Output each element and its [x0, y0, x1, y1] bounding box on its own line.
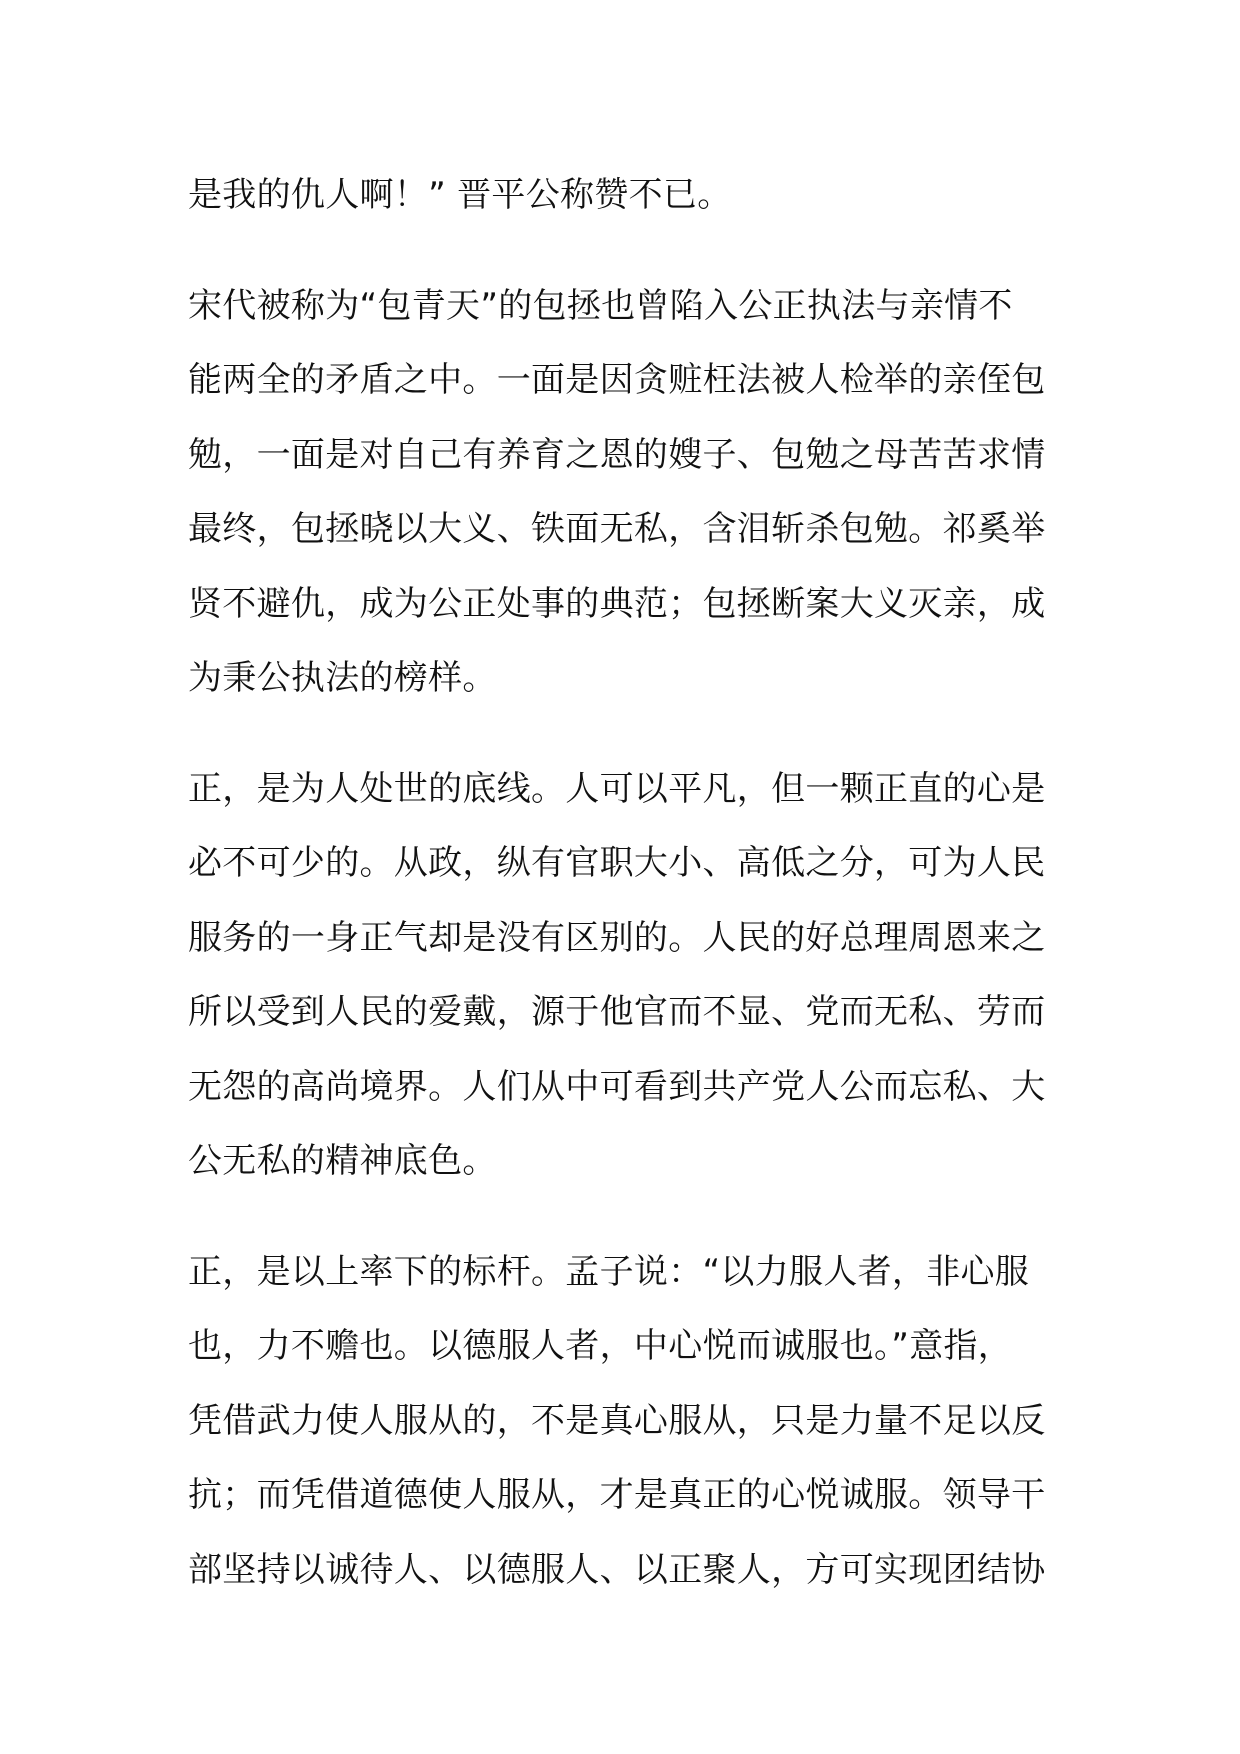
paragraph-spacer: [188, 716, 1058, 752]
text-line: 最终，包拯晓以大义、铁面无私，含泪斩杀包勉。祁奚举: [188, 509, 1046, 549]
text-line: 宋代被称为“包青天”的包拯也曾陷入公正执法与亲情不: [188, 285, 1013, 326]
text-line: 贤不避仇，成为公正处事的典范；包拯断案大义灭亲，成: [188, 583, 1046, 624]
text-line: 部坚持以诚待人、以德服人、以正聚人，方可实现团结协: [188, 1549, 1046, 1590]
text-line: 所以受到人民的爱戴，源于他官而不显、党而无私、劳而: [188, 992, 1046, 1032]
body-text: [188, 158, 1058, 1607]
text-line: 必不可少的。从政，纵有官职大小、高低之分，可为人民: [188, 843, 1046, 883]
text-line: 抗；而凭借道德使人服从，才是真正的心悦诚服。领导干: [188, 1475, 1046, 1515]
paragraph-spacer: [188, 1199, 1058, 1235]
text-line: 能两全的矛盾之中。一面是因贪赃枉法被人检举的亲侄包: [188, 360, 1046, 400]
text-line: 公无私的精神底色。: [188, 1141, 497, 1181]
text-line: 无怨的高尚境界。人们从中可看到共产党人公而忘私、大: [188, 1066, 1046, 1107]
text-line: 勉，一面是对自己有养育之恩的嫂子、包勉之母苦苦求情: [188, 434, 1046, 475]
paragraph-spacer: [188, 233, 1058, 269]
text-line: 为秉公执法的榜样。: [188, 658, 497, 698]
text-line: 也，力不赡也。以德服人者，中心悦而诚服也。”意指，: [188, 1326, 1013, 1366]
text-line: 正，是为人处世的底线。人可以平凡，但一颗正直的心是: [188, 768, 1046, 809]
paragraph: [188, 1235, 1058, 1608]
text-line: 服务的一身正气却是没有区别的。人民的好总理周恩来之: [188, 917, 1046, 958]
paragraph: [188, 269, 1058, 716]
paragraph: [188, 752, 1058, 1199]
text-line: 是我的仇人啊！” 晋平公称赞不已。: [188, 175, 732, 215]
text-line: 凭借武力使人服从的，不是真心服从，只是力量不足以反: [188, 1400, 1046, 1441]
paragraph: [188, 158, 1058, 233]
text-line: 正，是以上率下的标杆。孟子说：“以力服人者，非心服: [188, 1251, 1030, 1292]
